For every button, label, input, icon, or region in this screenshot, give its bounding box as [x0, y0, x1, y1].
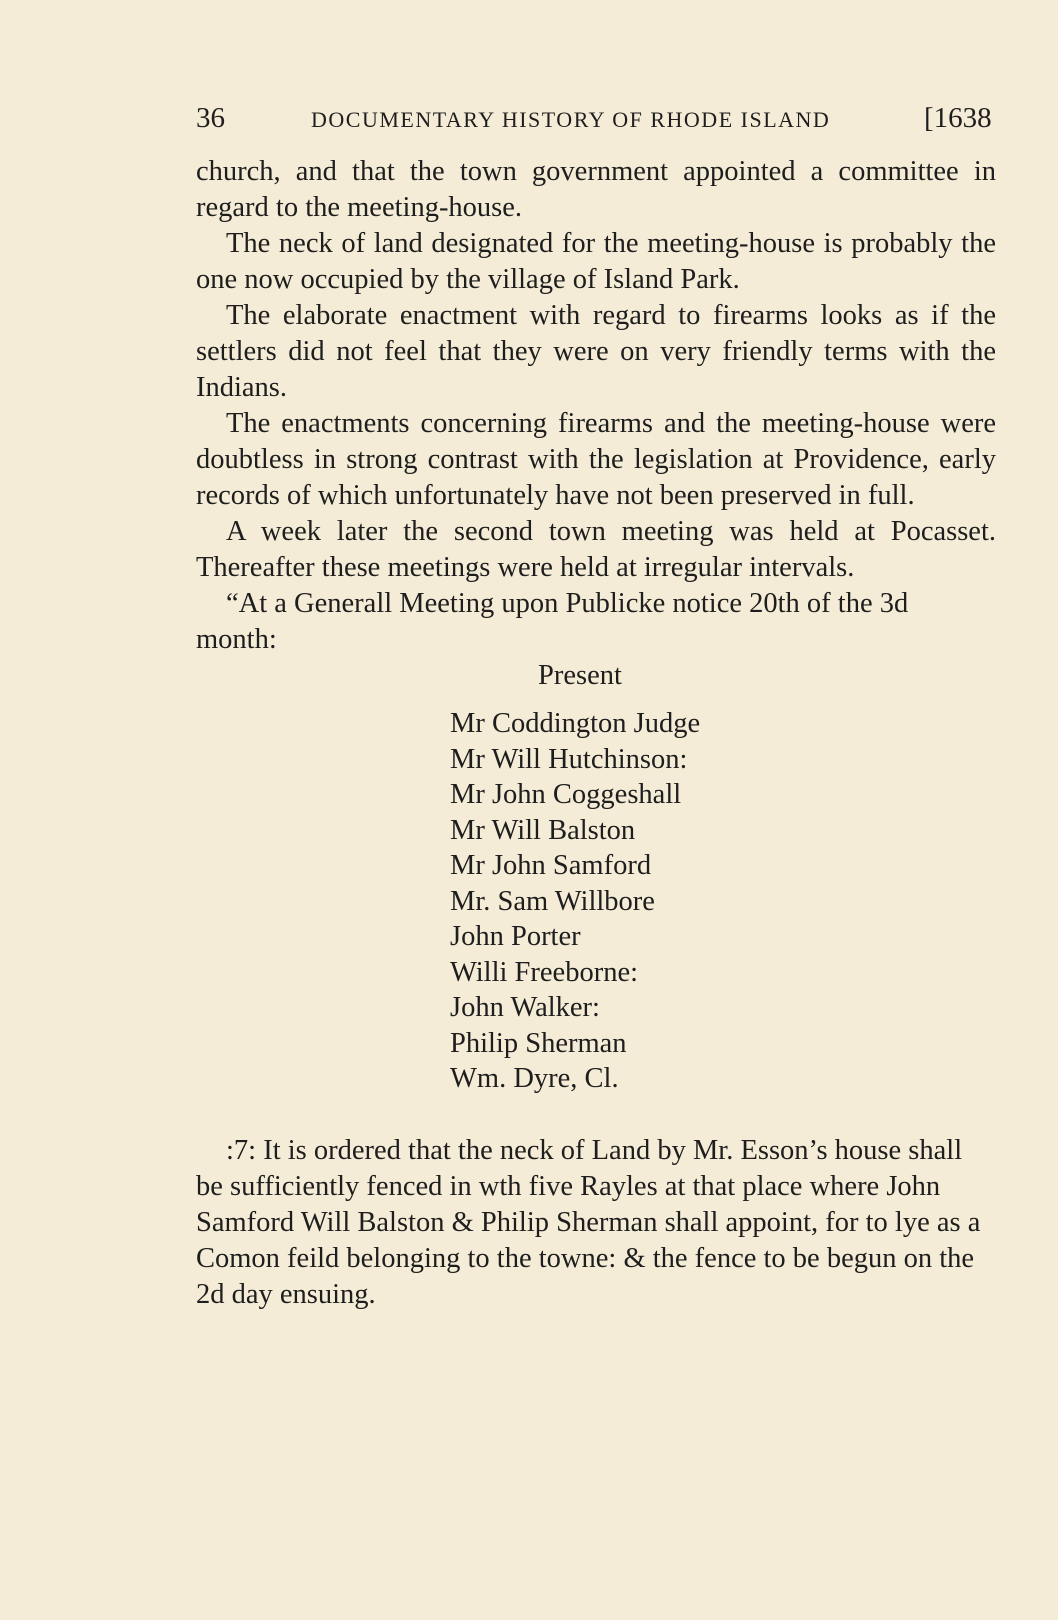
- running-title: DOCUMENTARY HISTORY OF RHODE ISLAND: [311, 107, 831, 132]
- attendee-name: Mr John Coggeshall: [450, 779, 682, 810]
- running-head: [196, 100, 996, 140]
- section-gap: [196, 1097, 996, 1133]
- attendee-list: [196, 706, 996, 1097]
- attendee-name: John Porter: [450, 921, 581, 952]
- paragraph-1: church, and that the town government appointed a committee in regard to the meeting-house.: [196, 156, 996, 223]
- attendee-name: Mr Will Balston: [450, 814, 636, 846]
- running-year: [1638: [924, 102, 992, 134]
- attendee-name: Mr. Sam Willbore: [450, 885, 655, 917]
- paragraph-5: A week later the second town meeting was held at Pocasset. Thereafter these meetings were held at irregular intervals.: [196, 516, 996, 583]
- attendee-name: Mr John Samford: [450, 850, 652, 881]
- attendee-name: Mr Will Hutchinson:: [450, 743, 688, 775]
- attendee-name: Willi Freeborne:: [450, 956, 639, 988]
- paragraph-6: “At a Generall Meeting upon Publicke notice 20th of the 3d month:: [196, 588, 909, 655]
- attendee-name: Wm. Dyre, Cl.: [450, 1063, 619, 1094]
- attendee-name: Philip Sherman: [450, 1027, 627, 1059]
- paragraph-7: :7: It is ordered that the neck of Land by Mr. Esson’s house shall be sufficiently fenced in wth five Rayles at that place where John Samford Will Balston & Philip Sherman shall appoint, for to lye as a Comon feild belonging to the towne: & the fence to be begun on the 2d day ensuing.: [196, 1134, 981, 1310]
- paragraph-3: The elaborate enactment with regard to firearms looks as if the settlers did not feel that they were on very friendly terms with the Indians.: [196, 300, 996, 403]
- present-heading: Present: [538, 660, 622, 691]
- attendee-name: Mr Coddington Judge: [450, 708, 701, 739]
- body-text: [196, 154, 996, 1313]
- paragraph-2: The neck of land designated for the meeting-house is probably the one now occupied by the village of Island Park.: [196, 228, 996, 295]
- page-number: 36: [196, 102, 225, 134]
- paragraph-4: The enactments concerning firearms and the meeting-house were doubtless in strong contrast with the legislation at Providence, early records of which unfortunately have not been preserved in full.: [196, 408, 996, 511]
- attendee-name: John Walker:: [450, 992, 600, 1023]
